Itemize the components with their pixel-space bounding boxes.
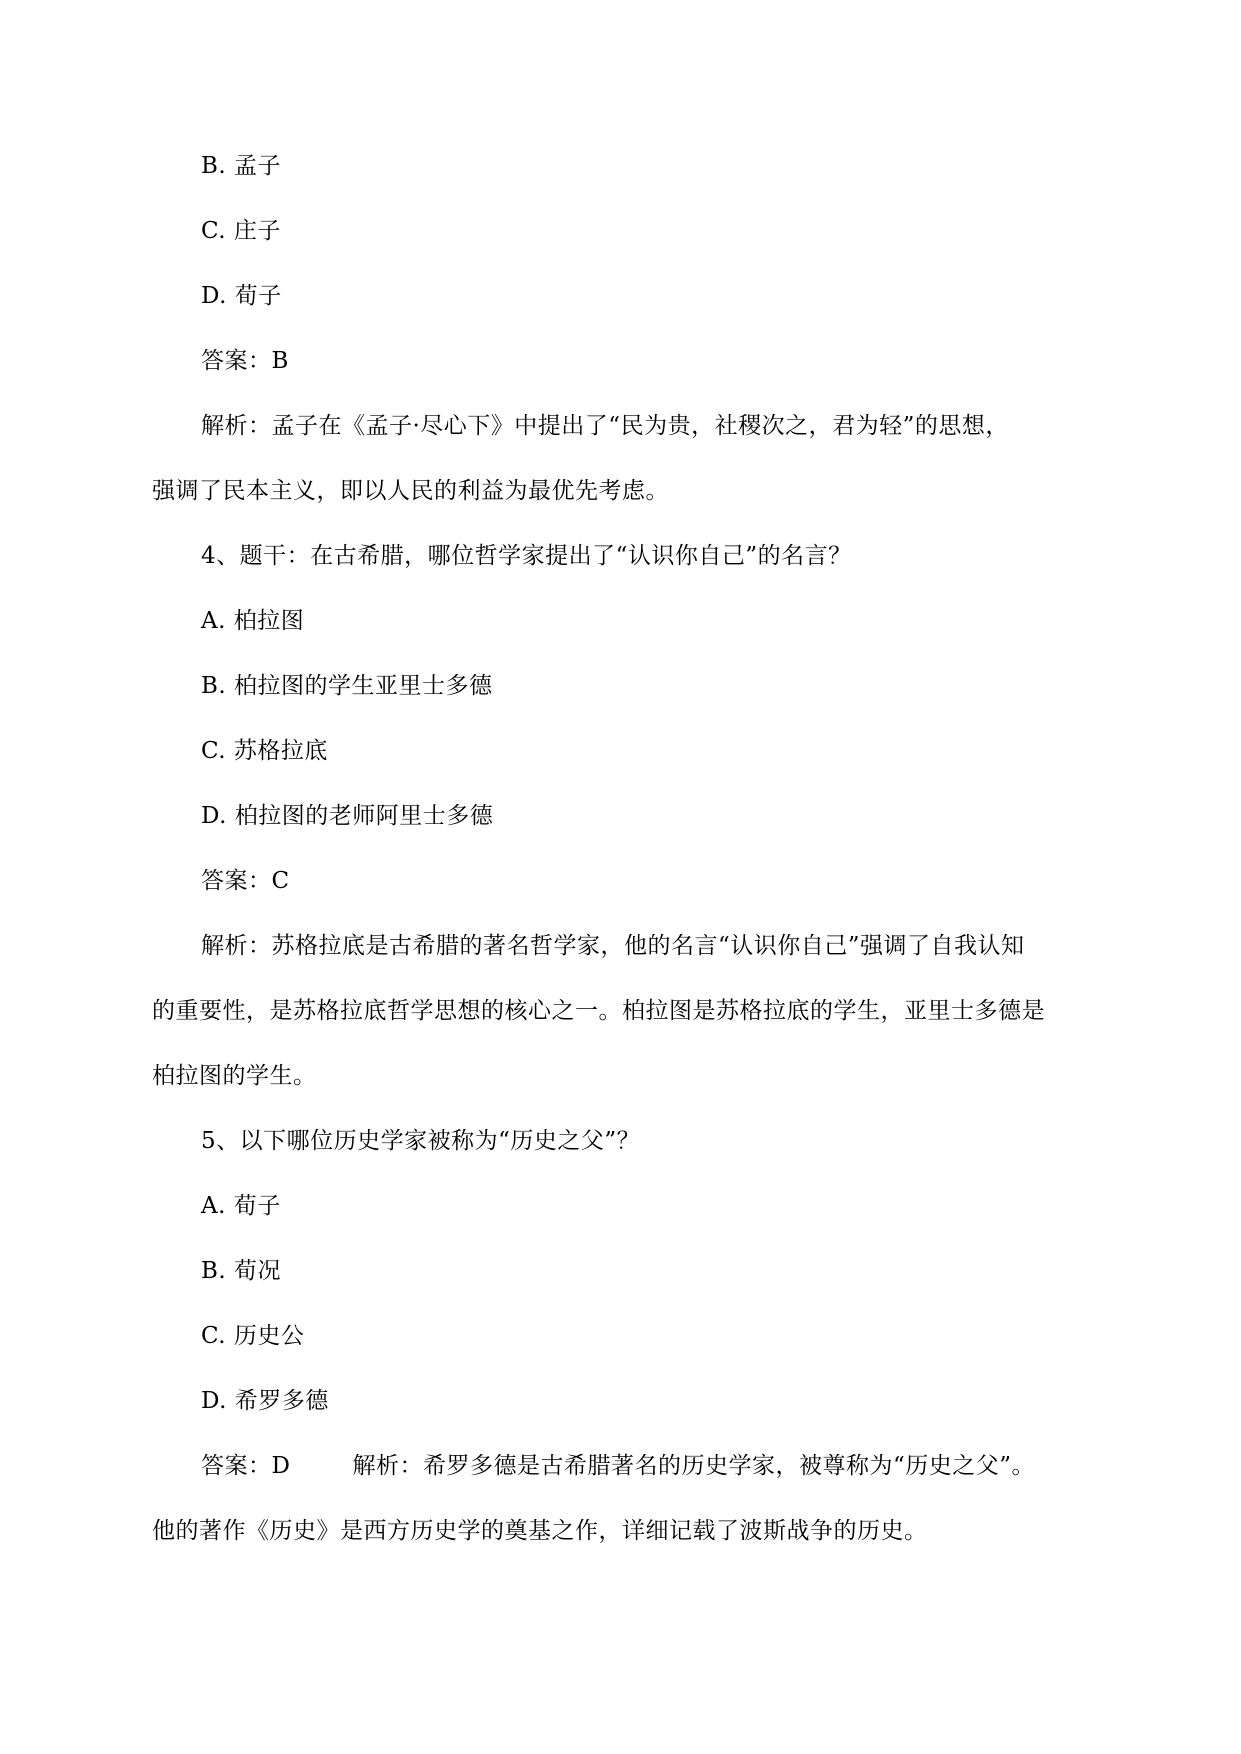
q4-option-b: B. 柏拉图的学生亚里士多德 [201, 673, 493, 699]
q4-option-c: C. 苏格拉底 [201, 738, 328, 764]
q4-stem: 4、题干：在古希腊，哪位哲学家提出了“认识你自己”的名言？ [201, 543, 852, 569]
q3-option-d: D. 荀子 [201, 283, 282, 309]
q4-analysis-line-2: 的重要性，是苏格拉底哲学思想的核心之一。柏拉图是苏格拉底的学生，亚里士多德是 [152, 998, 1045, 1024]
q5-option-d: D. 希罗多德 [201, 1388, 329, 1414]
q4-analysis-line-3: 柏拉图的学生。 [152, 1063, 317, 1089]
q3-answer: 答案：B [201, 348, 289, 374]
q4-answer: 答案：C [201, 868, 290, 894]
q4-analysis-line-1: 解析：苏格拉底是古希腊的著名哲学家，他的名言“认识你自己”强调了自我认知 [201, 933, 1025, 959]
q3-option-b: B. 孟子 [201, 153, 282, 179]
q5-analysis-line-1: 解析：希罗多德是古希腊著名的历史学家，被尊称为“历史之父”。 [352, 1453, 1035, 1479]
q5-answer: 答案：D [201, 1453, 291, 1479]
q5-option-b: B. 荀况 [201, 1258, 282, 1284]
q3-analysis-line-1: 解析：孟子在《孟子·尽心下》中提出了“民为贵，社稷次之，君为轻”的思想， [201, 413, 1009, 439]
q5-stem: 5、以下哪位历史学家被称为“历史之父”？ [201, 1128, 641, 1154]
q5-answer-and-analysis [201, 1451, 1035, 1481]
q5-analysis-line-2: 他的著作《历史》是西方历史学的奠基之作，详细记载了波斯战争的历史。 [152, 1518, 928, 1544]
q5-option-c: C. 历史公 [201, 1323, 305, 1349]
q3-analysis-line-2: 强调了民本主义，即以人民的利益为最优先考虑。 [152, 478, 669, 504]
q3-option-c: C. 庄子 [201, 218, 281, 244]
q4-option-a: A. 柏拉图 [201, 608, 305, 634]
q5-option-a: A. 荀子 [201, 1193, 281, 1219]
q4-option-d: D. 柏拉图的老师阿里士多德 [201, 803, 494, 829]
